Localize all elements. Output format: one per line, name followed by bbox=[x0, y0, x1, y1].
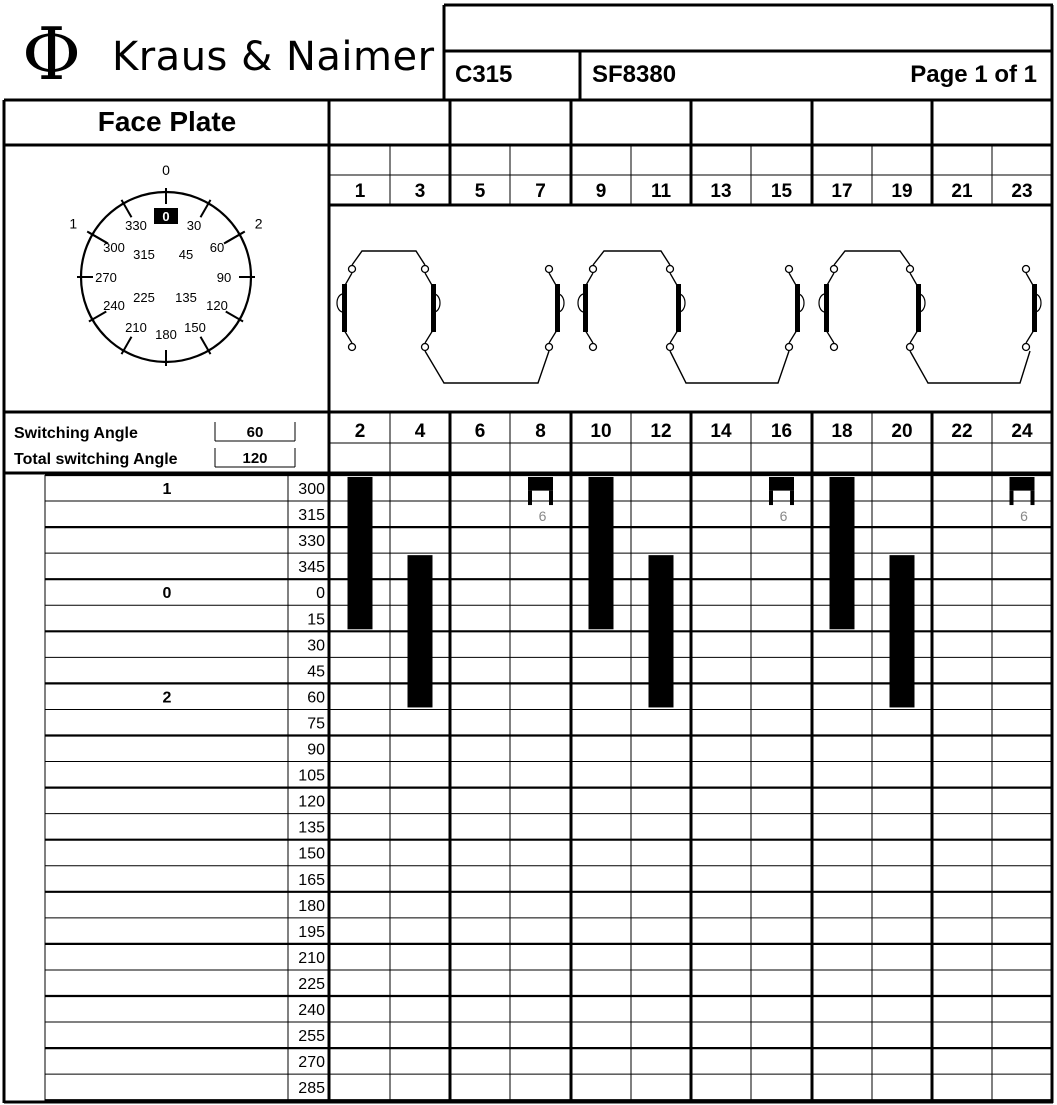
contact-bar bbox=[1010, 477, 1035, 491]
terminal-top-label: 15 bbox=[770, 181, 793, 202]
contact-blade bbox=[342, 284, 347, 332]
terminal-bottom-label: 6 bbox=[474, 421, 486, 442]
contact-bar-tick bbox=[1031, 491, 1035, 505]
dial-position-label: 2 bbox=[254, 215, 263, 232]
position-label: 2 bbox=[162, 689, 172, 707]
dial-number: 300 bbox=[103, 240, 125, 255]
angle-label: 0 bbox=[316, 585, 325, 603]
terminal-node bbox=[1023, 344, 1030, 351]
face-plate-title: Face Plate bbox=[97, 106, 237, 137]
terminal-node bbox=[907, 266, 914, 273]
contact-bar bbox=[348, 477, 373, 629]
dial-number: 240 bbox=[103, 298, 125, 313]
terminal-top-label: 9 bbox=[595, 181, 607, 202]
contact-blade bbox=[1032, 284, 1037, 332]
dial-number: 270 bbox=[95, 270, 117, 285]
contact-bar bbox=[528, 477, 553, 491]
contact-blade bbox=[583, 284, 588, 332]
dial-number: 30 bbox=[186, 218, 202, 233]
terminal-bottom-label: 10 bbox=[590, 421, 612, 442]
terminal-node bbox=[667, 266, 674, 273]
angle-label: 105 bbox=[298, 767, 325, 785]
terminal-bottom-label: 20 bbox=[891, 421, 913, 442]
contact-bar-tick bbox=[549, 491, 553, 505]
terminal-top-label: 1 bbox=[354, 181, 366, 202]
terminal-node bbox=[907, 344, 914, 351]
angle-label: 90 bbox=[307, 741, 325, 759]
angle-label: 15 bbox=[307, 611, 325, 629]
dial-number: 330 bbox=[125, 218, 147, 233]
terminal-bottom-label: 16 bbox=[770, 421, 793, 442]
contact-blade bbox=[431, 284, 436, 332]
terminal-node bbox=[667, 344, 674, 351]
program-number: SF8380 bbox=[592, 61, 677, 88]
contact-blade bbox=[824, 284, 829, 332]
contact-bar bbox=[589, 477, 614, 629]
contact-note: 6 bbox=[538, 508, 547, 525]
angle-label: 210 bbox=[298, 949, 325, 967]
terminal-node bbox=[349, 266, 356, 273]
terminal-node bbox=[422, 344, 429, 351]
contact-blade bbox=[795, 284, 800, 332]
page-indicator: Page 1 of 1 bbox=[910, 61, 1037, 88]
dial-number: 0 bbox=[162, 209, 170, 224]
phi-logo-icon: Φ bbox=[22, 12, 82, 96]
terminal-node bbox=[831, 266, 838, 273]
contact-bar bbox=[408, 555, 433, 707]
bottom-bridge bbox=[910, 351, 1030, 383]
terminal-top-label: 7 bbox=[535, 181, 546, 202]
dial-number: 210 bbox=[125, 320, 147, 335]
contact-bar-tick bbox=[528, 491, 532, 505]
angle-label: 255 bbox=[298, 1028, 325, 1046]
angle-label: 225 bbox=[298, 975, 325, 993]
terminal-node bbox=[546, 344, 553, 351]
dial-number: 135 bbox=[175, 290, 197, 305]
angle-label: 240 bbox=[298, 1002, 325, 1020]
terminal-node bbox=[590, 266, 597, 273]
terminal-node bbox=[590, 344, 597, 351]
terminal-bottom-label: 24 bbox=[1011, 421, 1033, 442]
dial-number: 180 bbox=[155, 327, 177, 342]
angle-label: 150 bbox=[298, 845, 325, 863]
angle-label: 300 bbox=[298, 481, 325, 499]
dial-number: 150 bbox=[184, 320, 206, 335]
angle-label: 60 bbox=[307, 689, 325, 707]
angle-label: 30 bbox=[307, 637, 325, 655]
dial-position-label: 1 bbox=[69, 215, 78, 232]
contact-blade bbox=[916, 284, 921, 332]
contact-note: 6 bbox=[779, 508, 788, 525]
terminal-top-label: 21 bbox=[951, 181, 973, 202]
terminal-bottom-label: 4 bbox=[414, 421, 426, 442]
contact-bar bbox=[769, 477, 794, 491]
angle-label: 180 bbox=[298, 897, 325, 915]
contact-bar bbox=[890, 555, 915, 707]
terminal-bottom-label: 12 bbox=[650, 421, 672, 442]
total-switching-angle-value: 120 bbox=[242, 450, 268, 467]
position-label: 1 bbox=[162, 481, 172, 499]
terminal-node bbox=[1023, 266, 1030, 273]
angle-label: 315 bbox=[298, 507, 325, 525]
terminal-node bbox=[786, 266, 793, 273]
terminal-top-label: 13 bbox=[710, 181, 732, 202]
dial-number: 120 bbox=[206, 298, 228, 313]
angle-label: 120 bbox=[298, 793, 325, 811]
bottom-bridge bbox=[425, 351, 549, 383]
switching-angle-label: Switching Angle bbox=[14, 425, 138, 442]
angle-label: 330 bbox=[298, 533, 325, 551]
terminal-bottom-label: 14 bbox=[710, 421, 732, 442]
contact-bar bbox=[649, 555, 674, 707]
terminal-top-label: 3 bbox=[414, 181, 426, 202]
dial-number: 225 bbox=[133, 290, 155, 305]
angle-label: 75 bbox=[307, 715, 325, 733]
contact-bar-tick bbox=[1010, 491, 1014, 505]
angle-label: 45 bbox=[307, 663, 325, 681]
angle-label: 270 bbox=[298, 1054, 325, 1072]
terminal-bottom-label: 18 bbox=[831, 421, 853, 442]
top-bridge bbox=[834, 251, 910, 265]
terminal-node bbox=[422, 266, 429, 273]
terminal-node bbox=[349, 344, 356, 351]
contact-blade bbox=[676, 284, 681, 332]
angle-label: 285 bbox=[298, 1080, 325, 1098]
angle-label: 345 bbox=[298, 559, 325, 577]
dial-number: 45 bbox=[178, 247, 194, 262]
brand-name: Kraus & Naimer bbox=[112, 34, 435, 80]
angle-label: 165 bbox=[298, 871, 325, 889]
terminal-node bbox=[831, 344, 838, 351]
switching-angle-value: 60 bbox=[246, 424, 264, 441]
contact-bar-tick bbox=[790, 491, 794, 505]
contact-bar-tick bbox=[769, 491, 773, 505]
terminal-top-label: 23 bbox=[1011, 181, 1033, 202]
terminal-node bbox=[786, 344, 793, 351]
bottom-bridge bbox=[670, 351, 789, 383]
dial-number: 90 bbox=[216, 270, 232, 285]
total-switching-angle-label: Total switching Angle bbox=[14, 451, 178, 468]
contact-blade bbox=[555, 284, 560, 332]
angle-label: 135 bbox=[298, 819, 325, 837]
dial-number: 60 bbox=[209, 240, 225, 255]
terminal-bottom-label: 22 bbox=[951, 421, 973, 442]
top-bridge bbox=[352, 251, 425, 265]
terminal-top-label: 5 bbox=[474, 181, 486, 202]
terminal-node bbox=[546, 266, 553, 273]
terminal-top-label: 19 bbox=[891, 181, 913, 202]
type-code: C315 bbox=[455, 61, 513, 88]
dial-position-label: 0 bbox=[162, 162, 170, 178]
angle-label: 195 bbox=[298, 923, 325, 941]
dial-number: 315 bbox=[133, 247, 155, 262]
terminal-bottom-label: 2 bbox=[354, 421, 366, 442]
terminal-top-label: 11 bbox=[650, 181, 672, 202]
position-label: 0 bbox=[162, 585, 172, 603]
contact-bar bbox=[830, 477, 855, 629]
terminal-bottom-label: 8 bbox=[535, 421, 546, 442]
contact-note: 6 bbox=[1020, 508, 1028, 525]
top-bridge bbox=[593, 251, 670, 265]
terminal-top-label: 17 bbox=[831, 181, 853, 202]
